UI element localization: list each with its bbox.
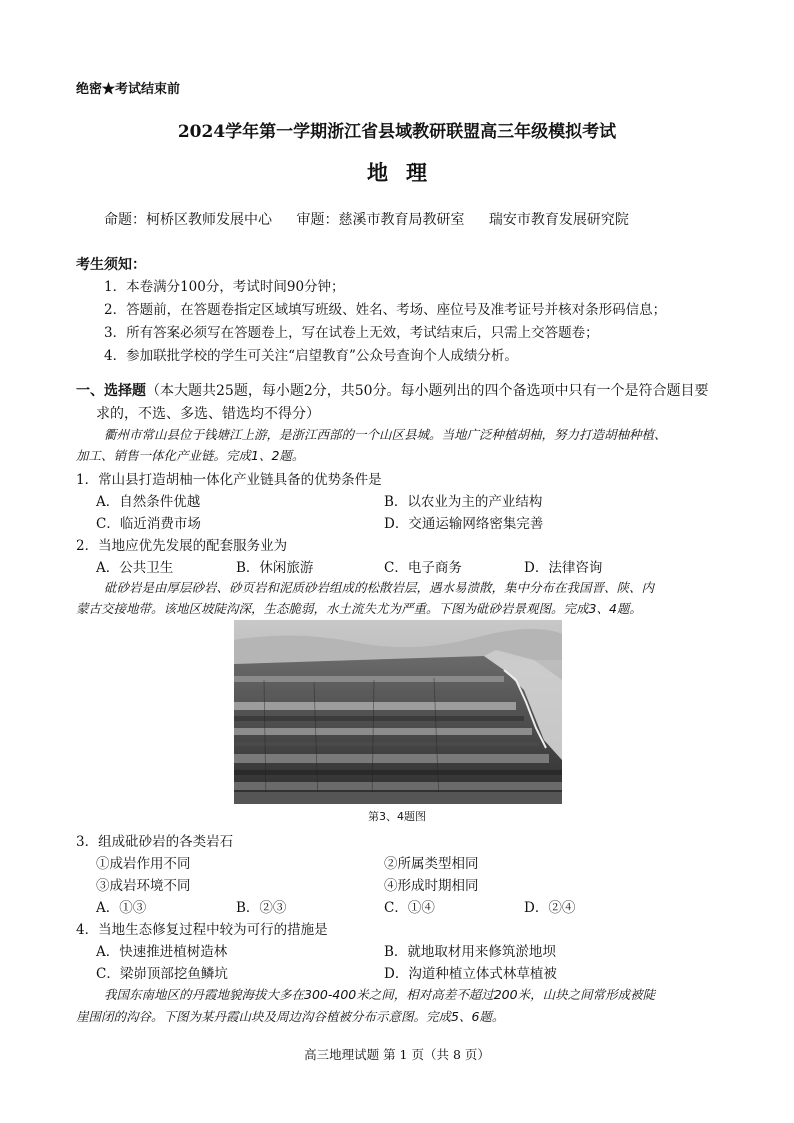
reviewer-1: 审题：慈溪市教育局教研室: [296, 212, 465, 228]
notice-item-2: 2．答题前，在答题卷指定区域填写班级、姓名、考场、座位号及准考证号并核对条形码信息；: [104, 302, 667, 318]
q3-statement-4: ④形成时期相同: [384, 878, 479, 894]
q1-stem: 1．常山县打造胡柚一体化产业链具备的优势条件是: [76, 472, 382, 488]
q3-stem: 3．组成砒砂岩的各类岩石: [76, 834, 234, 850]
section-heading: [76, 380, 709, 400]
q4-option-c: C．梁峁顶部挖鱼鳞坑: [96, 966, 228, 982]
q2-option-b: B．休闲旅游: [236, 560, 314, 576]
q1-option-c: C．临近消费市场: [96, 516, 201, 532]
sandstone-landscape-photo: [234, 620, 562, 804]
q2-stem: 2．当地应优先发展的配套服务业为: [76, 538, 288, 554]
q1-option-d: D．交通运输网络密集完善: [384, 516, 544, 532]
reviewer-2: 瑞安市教育发展研究院: [488, 212, 629, 228]
passage-2-line-2: 蒙古交接地带。该地区坡陡沟深，生态脆弱，水土流失尤为严重。下图为砒砂岩景观图。完成3、4题。: [76, 601, 642, 616]
proposer: 命题：柯桥区教师发展中心: [104, 212, 272, 228]
q4-option-b: B．就地取材用来修筑淤地坝: [384, 944, 556, 960]
q3-option-a: A．①③: [96, 900, 147, 916]
q2-option-a: A．公共卫生: [96, 560, 174, 576]
q1-option-b: B．以农业为主的产业结构: [384, 494, 543, 510]
section-desc: （本大题共25题，每小题2分，共50分。每小题列出的四个备选项中只有一个是符合题目要: [146, 383, 709, 399]
subject-title: 地理: [367, 160, 445, 185]
confidential-label: 绝密★考试结束前: [76, 82, 181, 97]
passage-1-line-1: 衢州市常山县位于钱塘江上游，是浙江西部的一个山区县城。当地广泛种植胡柚，努力打造胡柚种植、: [104, 427, 667, 442]
passage-2-line-1: 砒砂岩是由厚层砂岩、砂页岩和泥质砂岩组成的松散岩层，遇水易溃散，集中分布在我国晋、陕、内: [104, 580, 655, 595]
q3-option-b: B．②③: [236, 900, 287, 916]
passage-1-line-2: 加工、销售一体化产业链。完成1、2题。: [76, 448, 305, 463]
exam-title: 2024学年第一学期浙江省县域教研联盟高三年级模拟考试: [177, 122, 617, 142]
q2-option-c: C．电子商务: [384, 560, 462, 576]
section-desc-cont: 求的，不选、多选、错选均不得分）: [96, 406, 320, 422]
q4-option-d: D．沟道种植立体式林草植被: [384, 966, 557, 982]
page-footer: 高三地理试题 第 1 页（共 8 页）: [304, 1047, 490, 1062]
notice-item-3: 3．所有答案必须写在答题卷上，写在试卷上无效，考试结束后，只需上交答题卷；: [104, 325, 599, 341]
passage-3-line-2: 崖围闭的沟谷。下图为某丹霞山块及周边沟谷植被分布示意图。完成5、6题。: [76, 1009, 505, 1024]
q3-statement-2: ②所属类型相同: [384, 856, 479, 872]
notice-item-1: 1．本卷满分100分，考试时间90分钟；: [104, 279, 345, 295]
q3-option-d: D．②④: [524, 900, 576, 916]
notice-heading: 考生须知：: [76, 257, 146, 273]
q3-statement-3: ③成岩环境不同: [96, 878, 191, 894]
q2-option-d: D．法律咨询: [524, 560, 603, 576]
figure-caption: 第3、4题图: [368, 810, 426, 823]
section-label: 一、选择题: [76, 383, 146, 399]
q3-statement-1: ①成岩作用不同: [96, 856, 191, 872]
q1-option-a: A．自然条件优越: [96, 494, 201, 510]
passage-3-line-1: 我国东南地区的丹霞地貌海拔大多在300-400米之间，相对高差不超过200米，山块之间常形成被陡: [104, 987, 656, 1002]
authors-line: [104, 209, 649, 229]
notice-item-4: 4．参加联批学校的学生可关注“启望教育”公众号查询个人成绩分析。: [104, 348, 518, 364]
q3-option-c: C．①④: [384, 900, 435, 916]
q4-option-a: A．快速推进植树造林: [96, 944, 228, 960]
q4-stem: 4．当地生态修复过程中较为可行的措施是: [76, 922, 328, 938]
